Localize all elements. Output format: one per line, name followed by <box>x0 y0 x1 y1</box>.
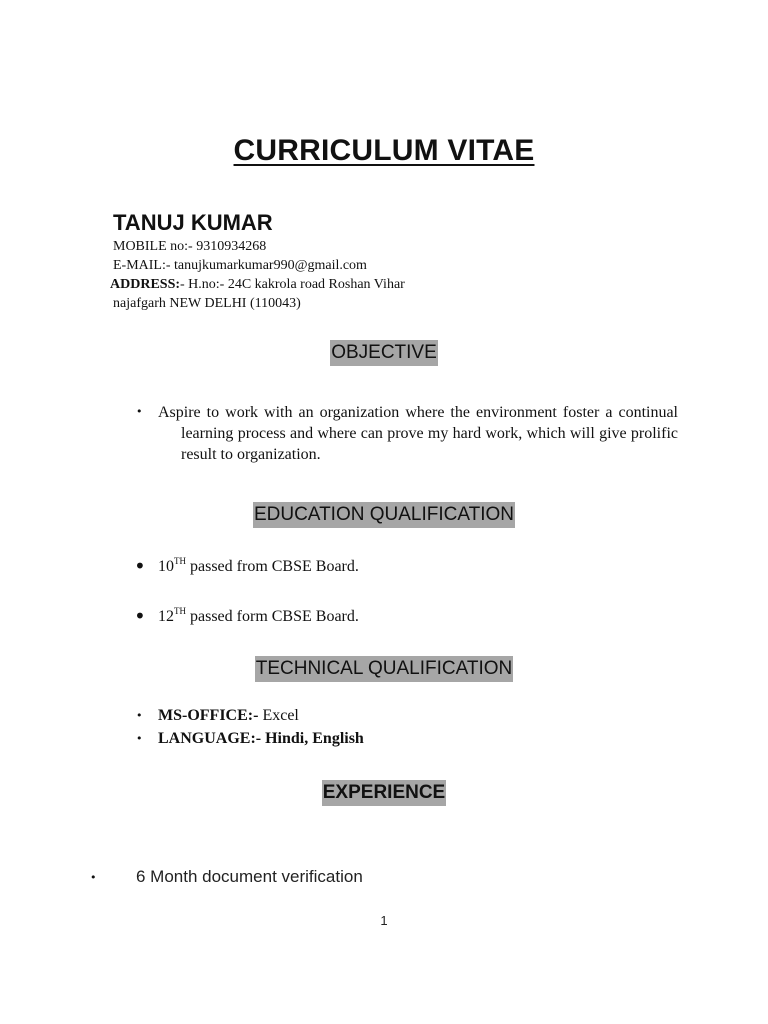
objective-heading <box>0 340 768 366</box>
education-item <box>158 607 359 627</box>
education-heading <box>0 502 768 528</box>
experience-heading <box>0 780 768 806</box>
mobile-number: 9310934268 <box>196 239 267 254</box>
technical-heading-text: TECHNICAL QUALIFICATION <box>255 656 514 682</box>
technical-item-label: LANGUAGE:- Hindi, English <box>158 730 364 747</box>
education-bullet: • <box>134 554 146 578</box>
candidate-name: TANUJ KUMAR <box>113 210 273 235</box>
objective-text: Aspire to work with an organization where the environment foster a continual learning process and where can prove my hard work, which will give prolific result to organization. <box>158 404 678 463</box>
mobile-label: MOBILE no:- <box>113 239 197 254</box>
experience-item: 6 Month document verification <box>136 867 363 886</box>
education-heading-text: EDUCATION QUALIFICATION <box>253 502 515 528</box>
mobile-line <box>113 238 266 256</box>
education-item <box>158 557 359 577</box>
address-line-2: najafgarh NEW DELHI (110043) <box>113 296 301 311</box>
address-line <box>110 276 405 294</box>
education-bullet: • <box>134 604 146 628</box>
email-label: E-MAIL:- <box>113 258 175 273</box>
education-item-superscript: TH <box>174 556 186 566</box>
technical-item-label: MS-OFFICE:- <box>158 707 259 724</box>
address-text-line1: - H.no:- 24C kakrola road Roshan Vihar <box>180 277 405 292</box>
technical-bullet: • <box>136 709 143 722</box>
technical-bullet: • <box>136 732 143 745</box>
technical-heading <box>0 656 768 682</box>
education-item-text: passed from CBSE Board. <box>186 558 359 575</box>
technical-item <box>158 729 364 749</box>
experience-heading-text: EXPERIENCE <box>322 780 446 806</box>
email-address: tanujkumarkumar990@gmail.com <box>174 258 367 273</box>
page-number: 1 <box>380 913 388 928</box>
address-label: ADDRESS: <box>110 277 181 292</box>
objective-heading-text: OBJECTIVE <box>330 340 438 366</box>
technical-item-value: Excel <box>258 707 299 724</box>
objective-bullet: • <box>136 405 143 418</box>
technical-item <box>158 706 299 726</box>
email-line <box>113 257 367 275</box>
education-item-text: passed form CBSE Board. <box>186 608 359 625</box>
education-item-number: 12 <box>158 608 174 625</box>
education-item-superscript: TH <box>174 606 186 616</box>
experience-bullet: • <box>90 871 97 884</box>
education-item-number: 10 <box>158 558 174 575</box>
document-title: CURRICULUM VITAE <box>233 134 535 167</box>
